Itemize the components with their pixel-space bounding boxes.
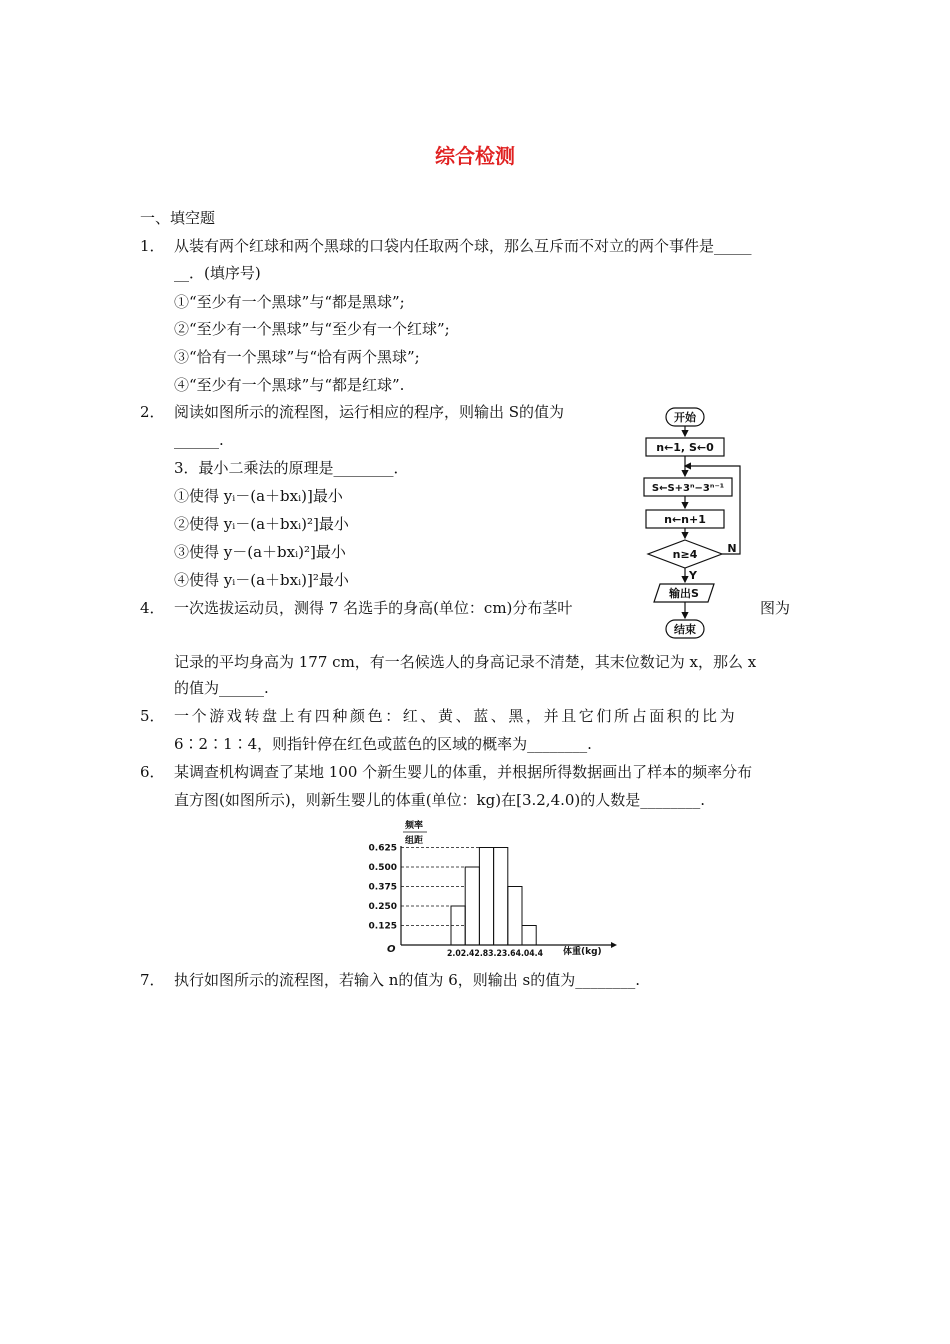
section-heading: 一、填空题 [140, 209, 216, 227]
question-7-line-1: 执行如图所示的流程图，若输入 n的值为 6，则输出 s的值为________. [174, 971, 640, 989]
histogram-bar [508, 887, 522, 946]
flow-init-label: n←1, S←0 [656, 441, 714, 454]
flowchart [636, 402, 766, 642]
question-3-option-2: ②使得 yᵢ－(a＋bxᵢ)²]最小 [174, 515, 349, 533]
histogram-y-tick-label: 0.625 [368, 843, 397, 854]
flow-increment-label: n←n+1 [664, 513, 706, 526]
histogram-bar [494, 848, 508, 946]
question-3-option-1: ①使得 yᵢ－(a＋bxᵢ)]最小 [174, 487, 343, 505]
question-1-option-2: ②“至少有一个黑球”与“至少有一个红球”; [174, 320, 450, 338]
histogram-y-tick-label: 0.250 [368, 902, 397, 912]
question-2-line-2: ______. [174, 431, 224, 449]
question-4-line-2: 记录的平均身高为 177 cm，有一名候选人的身高记录不清楚，其末位数记为 x，那么 x [174, 653, 757, 671]
histogram-y-tick-label: 0.125 [368, 921, 397, 932]
question-3-option-4: ④使得 yᵢ－(a＋bxᵢ)]²最小 [174, 571, 349, 589]
question-1-option-1: ①“至少有一个黑球”与“都是黑球”; [174, 293, 405, 311]
question-5-line-1: 一个游戏转盘上有四种颜色：红、黄、蓝、黑，并且它们所占面积的比为 [174, 707, 738, 725]
question-6-line-1: 某调查机构调查了某地 100 个新生婴儿的体重，并根据所得数据画出了样本的频率分布 [174, 763, 753, 781]
flow-update-label: S←S+3ⁿ−3ⁿ⁻¹ [651, 483, 725, 494]
histogram-x-tick-labels: 2.02.42.83.23.64.04.4 [447, 949, 543, 959]
question-4-line-1a: 一次选拔运动员，测得 7 名选手的身高(单位：cm)分布茎叶 [174, 599, 573, 617]
flow-condition-label: n≥4 [672, 548, 698, 561]
histogram-ylabel-top: 频率 [405, 821, 424, 831]
question-number-5: 5． [140, 707, 165, 725]
histogram-bar [522, 926, 536, 946]
question-number-4: 4． [140, 599, 165, 617]
histogram-y-tick-label: 0.375 [368, 882, 397, 893]
question-3-option-3: ③使得 y－(a＋bxᵢ)²]最小 [174, 543, 346, 561]
question-1-option-4: ④“至少有一个黑球”与“都是红球”. [174, 376, 405, 394]
histogram-origin: O [387, 944, 396, 955]
flow-no-label: N [727, 542, 737, 555]
histogram-bar [465, 867, 479, 945]
question-3-line: 3．最小二乘法的原理是________． [174, 459, 409, 477]
flow-output-label: 输出S [669, 587, 699, 600]
question-number-2: 2． [140, 403, 165, 421]
question-1-line-1: 从装有两个红球和两个黑球的口袋内任取两个球，那么互斥而不对立的两个事件是_____ [174, 237, 752, 255]
question-number-1: 1． [140, 237, 165, 255]
question-2-line-1: 阅读如图所示的流程图，运行相应的程序，则输出 S的值为 [174, 403, 565, 421]
frequency-histogram [365, 818, 635, 960]
flow-yes-label: Y [689, 569, 697, 582]
question-1-option-3: ③“恰有一个黑球”与“恰有两个黑球”; [174, 348, 420, 366]
question-number-6: 6． [140, 763, 165, 781]
question-4-line-3: 的值为______. [174, 679, 269, 697]
question-1-line-2: __．(填序号) [174, 264, 261, 282]
histogram-ylabel-bottom: 组距 [405, 836, 424, 846]
flow-start-label: 开始 [674, 411, 696, 424]
question-5-line-2: 6∶2∶1∶4，则指针停在红色或蓝色的区域的概率为________. [174, 735, 592, 753]
question-number-7: 7． [140, 971, 165, 989]
histogram-bar [479, 848, 493, 946]
question-4-line-1b: 图为 [760, 599, 791, 617]
flow-end-label: 结束 [674, 623, 696, 636]
page-title: 综合检测 [435, 144, 515, 168]
histogram-y-tick-label: 0.500 [368, 863, 397, 873]
histogram-xlabel: 体重(kg) [563, 947, 602, 957]
question-6-line-2: 直方图(如图所示)，则新生婴儿的体重(单位：kg)在[3.2,4.0)的人数是________. [174, 791, 706, 809]
